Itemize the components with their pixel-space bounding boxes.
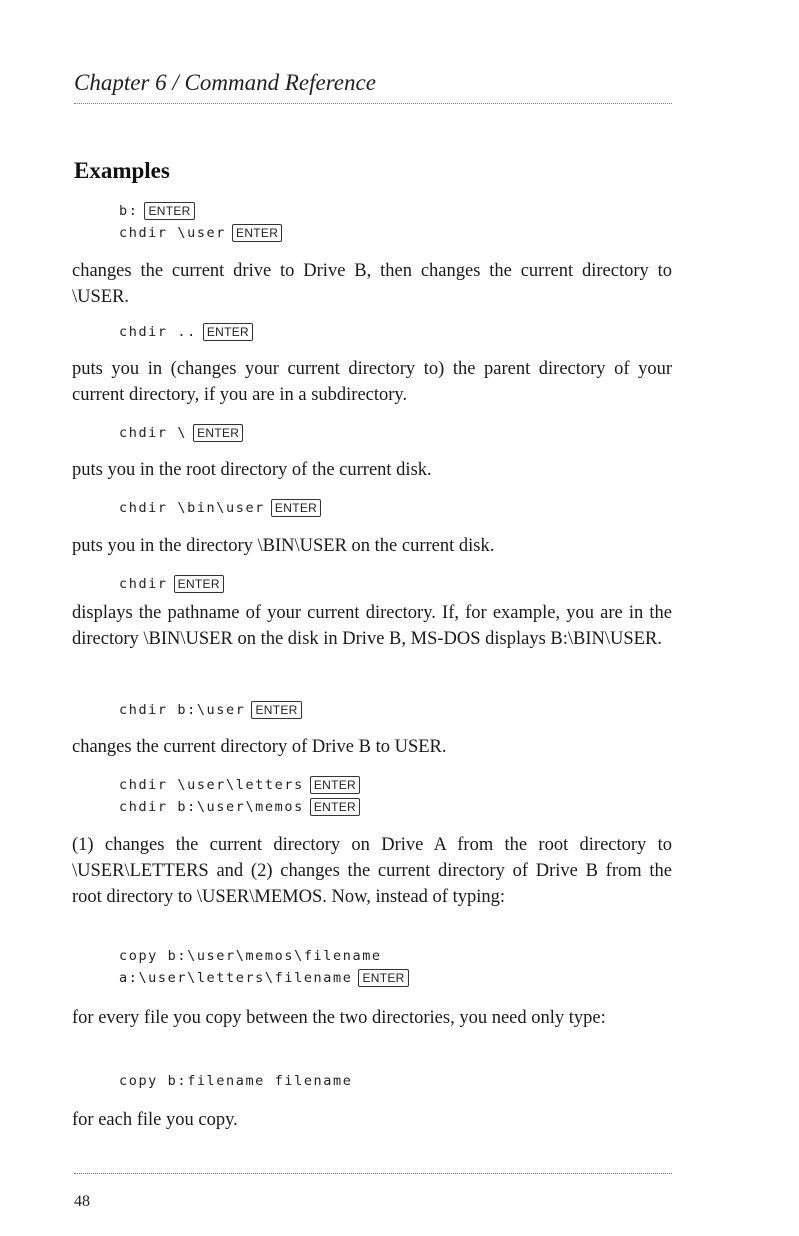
enter-key-icon: ENTER xyxy=(310,798,360,816)
command-line xyxy=(119,699,302,721)
paragraph: puts you in the directory \BIN\USER on the current disk. xyxy=(72,536,495,556)
command-line xyxy=(119,422,243,444)
enter-key-icon: ENTER xyxy=(310,776,360,794)
command-text: chdir \bin\user xyxy=(119,500,265,516)
paragraph: puts you in (changes your current directory to) the parent directory of your current directory, if you are in a subdirectory. xyxy=(72,359,672,405)
paragraph: for each file you copy. xyxy=(72,1110,238,1130)
paragraph: puts you in the root directory of the current disk. xyxy=(72,460,432,480)
enter-key-icon: ENTER xyxy=(271,499,321,517)
header-rule xyxy=(74,103,672,104)
enter-key-icon: ENTER xyxy=(203,323,253,341)
paragraph: (1) changes the current directory on Drive A from the root directory to \USER\LETTERS and (2) changes the current directory of Drive B from the root directory to \USER\MEMOS. Now, instead of typing: xyxy=(72,835,672,907)
command-line xyxy=(119,945,382,967)
command-line xyxy=(119,967,409,989)
paragraph: changes the current drive to Drive B, then changes the current directory to \USER. xyxy=(72,261,672,307)
paragraph: changes the current directory of Drive B to USER. xyxy=(72,737,447,757)
command-line xyxy=(119,774,360,796)
command-text: chdir \user xyxy=(119,225,227,241)
command-text: chdir .. xyxy=(119,324,197,340)
enter-key-icon: ENTER xyxy=(251,701,301,719)
command-text: a:\user\letters\filename xyxy=(119,970,353,986)
enter-key-icon: ENTER xyxy=(193,424,243,442)
enter-key-icon: ENTER xyxy=(174,575,224,593)
command-text: chdir b:\user\memos xyxy=(119,799,304,815)
enter-key-icon: ENTER xyxy=(232,224,282,242)
command-line xyxy=(119,1070,352,1092)
paragraph: displays the pathname of your current directory. If, for example, you are in the directory \BIN\USER on the disk in Drive B, MS-DOS displays B:\BIN\USER. xyxy=(72,603,672,649)
paragraph: for every file you copy between the two directories, you need only type: xyxy=(72,1008,606,1028)
command-text: chdir b:\user xyxy=(119,702,246,718)
running-head: Chapter 6 / Command Reference xyxy=(74,70,376,95)
command-text: copy b:\user\memos\filename xyxy=(119,948,382,964)
footer-rule xyxy=(74,1173,672,1174)
command-line xyxy=(119,573,224,595)
command-line xyxy=(119,796,360,818)
command-line xyxy=(119,497,321,519)
command-text: copy b:filename filename xyxy=(119,1073,353,1089)
enter-key-icon: ENTER xyxy=(358,969,408,987)
command-line xyxy=(119,200,195,222)
command-line xyxy=(119,321,253,343)
enter-key-icon: ENTER xyxy=(144,202,194,220)
section-heading: Examples xyxy=(74,158,170,183)
page-number: 48 xyxy=(74,1193,90,1210)
command-text: chdir xyxy=(119,576,168,592)
command-text: b: xyxy=(119,203,139,219)
command-text: chdir \ xyxy=(119,425,188,441)
command-line xyxy=(119,222,282,244)
command-text: chdir \user\letters xyxy=(119,777,304,793)
